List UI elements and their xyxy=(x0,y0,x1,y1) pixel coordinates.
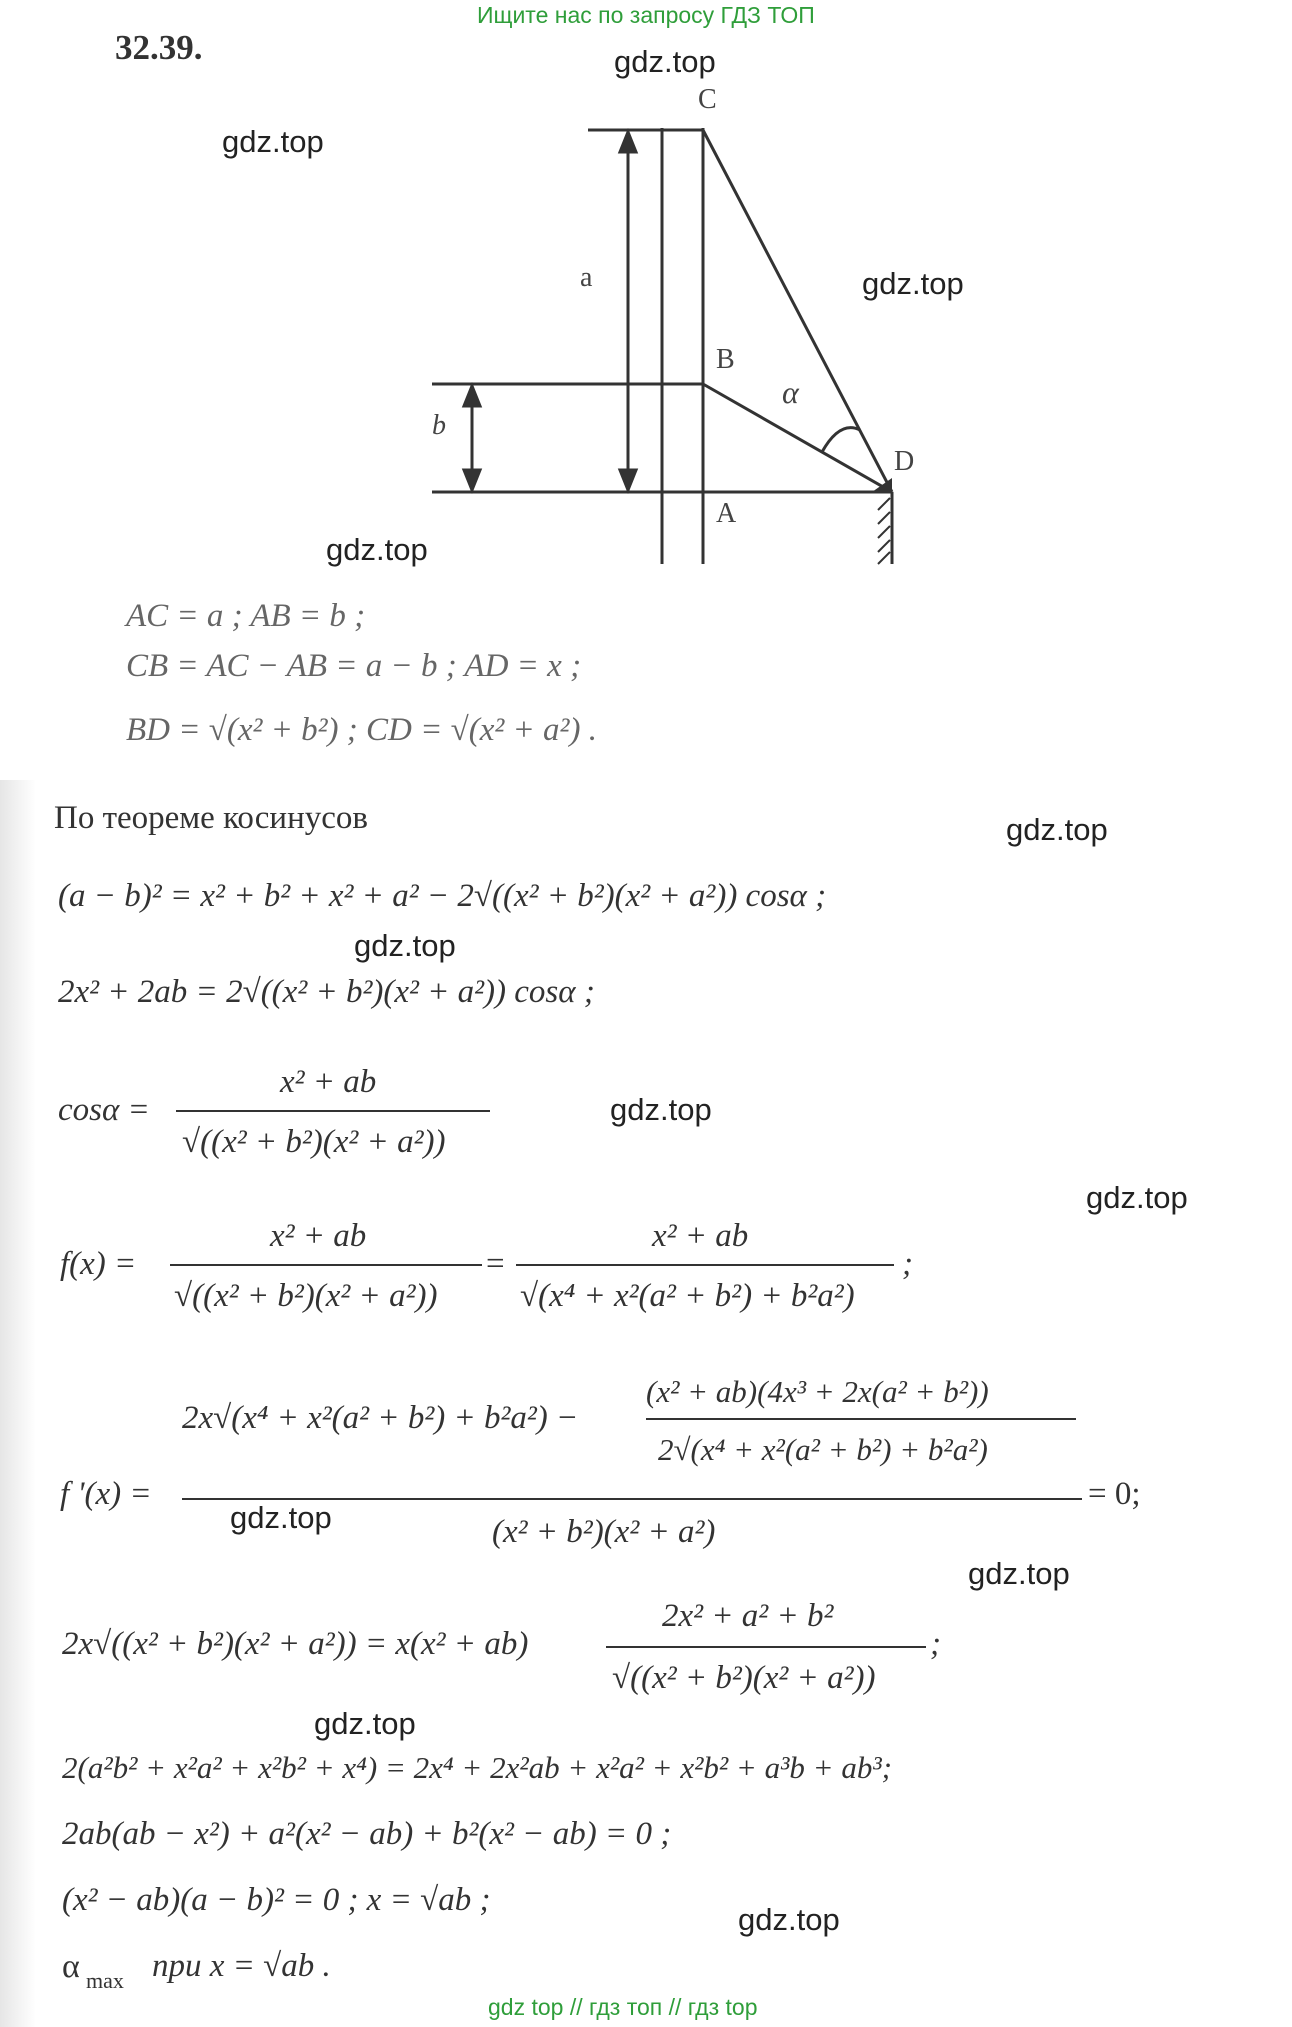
equation-5-rhs: = 0; xyxy=(1088,1476,1141,1512)
equation-5-lhs: f '(x) = xyxy=(60,1476,152,1512)
equation-3-numerator: x² + ab xyxy=(280,1064,377,1100)
header-banner: Ищите нас по запросу ГДЗ ТОП xyxy=(477,2,815,28)
equation-5-denominator: (x² + b²)(x² + a²) xyxy=(492,1514,716,1550)
footer-links: gdz top // гдз топ // гдз top xyxy=(488,1994,758,2020)
equation-10-alpha: α xyxy=(62,1948,80,1985)
label-c: C xyxy=(698,84,717,115)
equation-4-denominator-1: √((x² + b²)(x² + a²)) xyxy=(174,1278,438,1314)
watermark: gdz.top xyxy=(354,928,456,963)
equation-6-denominator: √((x² + b²)(x² + a²)) xyxy=(612,1660,876,1696)
equation-5-inner-fraction-bar xyxy=(646,1418,1076,1420)
equation-3-denominator: √((x² + b²)(x² + a²)) xyxy=(182,1124,446,1160)
watermark: gdz.top xyxy=(222,124,324,159)
label-b: B xyxy=(716,344,735,375)
label-a-point: A xyxy=(716,498,737,529)
equation-4-end: ; xyxy=(902,1246,913,1282)
watermark: gdz.top xyxy=(738,1902,840,1937)
equation-4-denominator-2: √(x⁴ + x²(a² + b²) + b²a²) xyxy=(520,1278,855,1314)
equation-7: 2(a²b² + x²a² + x²b² + x⁴) = 2x⁴ + 2x²ab + x²a² + x²b² + a³b + ab³; xyxy=(62,1750,892,1785)
equation-5-top-term: 2x√(x⁴ + x²(a² + b²) + b²a²) − xyxy=(182,1400,579,1436)
equation-3-fraction-bar xyxy=(176,1110,490,1112)
angle-arc xyxy=(822,428,860,452)
watermark: gdz.top xyxy=(326,532,428,567)
watermark: gdz.top xyxy=(1006,812,1108,847)
given-line-3: BD = √(x² + b²) ; CD = √(x² + a²) . xyxy=(126,712,597,748)
label-b-dimension: b xyxy=(432,410,446,441)
watermark: gdz.top xyxy=(610,1092,712,1127)
equation-4-equals: = xyxy=(486,1246,505,1282)
equation-4-lhs: f(x) = xyxy=(60,1246,137,1282)
label-a-dimension: a xyxy=(580,262,593,293)
problem-number: 32.39. xyxy=(115,28,203,67)
equation-9: (x² − ab)(a − b)² = 0 ; x = √ab ; xyxy=(62,1882,491,1918)
equation-10-subscript: max xyxy=(86,1968,124,1993)
given-line-2: CB = AC − AB = a − b ; AD = x ; xyxy=(126,648,582,684)
equation-6-lhs: 2x√((x² + b²)(x² + a²)) = x(x² + ab) xyxy=(62,1626,529,1662)
equation-3-lhs: cosα = xyxy=(58,1092,150,1128)
watermark: gdz.top xyxy=(968,1556,1070,1591)
equation-1: (a − b)² = x² + b² + x² + a² − 2√((x² + b²)(x² + a²)) cosα ; xyxy=(58,878,827,914)
watermark: gdz.top xyxy=(862,266,964,301)
equation-5-inner-numerator: (x² + ab)(4x³ + 2x(a² + b²)) xyxy=(646,1374,989,1409)
watermark: gdz.top xyxy=(1086,1180,1188,1215)
label-d: D xyxy=(894,446,915,477)
watermark: gdz.top xyxy=(230,1500,332,1535)
equation-10-rest: при x = √ab . xyxy=(152,1948,331,1984)
equation-4-numerator-2: x² + ab xyxy=(652,1218,749,1254)
watermark: gdz.top xyxy=(614,44,716,79)
equation-4-fraction-bar-2 xyxy=(516,1264,894,1266)
equation-6-numerator: 2x² + a² + b² xyxy=(662,1598,834,1634)
equation-6-end: ; xyxy=(930,1626,941,1662)
label-alpha: α xyxy=(782,374,799,410)
equation-5-inner-denominator: 2√(x⁴ + x²(a² + b²) + b²a²) xyxy=(658,1432,988,1467)
geometry-diagram xyxy=(0,0,1292,600)
equation-6-fraction-bar xyxy=(606,1646,926,1648)
given-line-1: AC = a ; AB = b ; xyxy=(126,598,366,634)
theorem-heading: По теореме косинусов xyxy=(54,800,368,836)
equation-8: 2ab(ab − x²) + a²(x² − ab) + b²(x² − ab) = 0 ; xyxy=(62,1816,672,1852)
watermark: gdz.top xyxy=(314,1706,416,1741)
equation-4-numerator-1: x² + ab xyxy=(270,1218,367,1254)
equation-4-fraction-bar-1 xyxy=(170,1264,482,1266)
page-edge-shadow xyxy=(0,780,36,2027)
equation-2: 2x² + 2ab = 2√((x² + b²)(x² + a²)) cosα ; xyxy=(58,974,595,1010)
equation-5-main-fraction-bar xyxy=(182,1498,1082,1500)
